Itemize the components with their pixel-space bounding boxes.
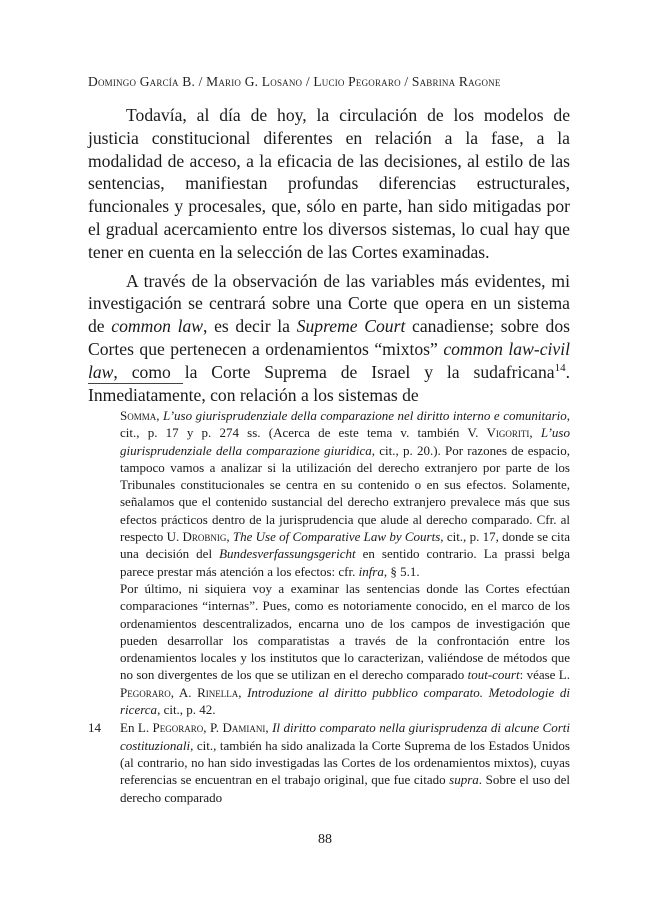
footnote-14 [88, 719, 571, 805]
text-run: Por último, ni siquiera voy a examinar las sentencias donde las Cortes efectúan comparaciones “internas”. Pues, como es notoriamente conocido, en el marco de los ordenamientos descentralizados, encarna uno de los campos de investigación que pueden desarrollar los comparatistas a través de la confrontación entre los ordenamientos locales y los institutos que lo caracterizan, valiéndose de métodos que no son divergentes de los que se utilizan en el derecho comparado [120, 580, 570, 683]
text-run: L’uso giurisprudenziale della comparazione nel diritto interno e comunitario [162, 408, 567, 423]
paragraph-2: A través de la observación de las variables más evidentes, mi investigación se centrará sobre una Corte que opera en un sistema de common law, es decir la Supreme Court canadiense; sobre dos Cortes que pertenecen a ordenamientos “mixtos” common law-civil law, como la Corte Suprema de Israel y la sudafricana$^{14}$. Inmediatamente, con relación a los sistemas de [88, 270, 570, 405]
text-run: , [529, 425, 541, 441]
text-run: Introduzione al diritto pubblico comparato. Metodologie di ricerca [120, 684, 570, 718]
footnote-14-text [120, 720, 570, 804]
text-run: , P. [203, 720, 223, 736]
footnote-reference-14[interactable]: 14 [554, 361, 566, 374]
text-run: supra [449, 772, 479, 788]
text-run: , cit., p. 42. [157, 702, 216, 718]
text-run: Bundesverfassungsgericht [219, 546, 356, 562]
text-run: The Use of Comparative Law by Courts [232, 529, 441, 545]
text-run: , [156, 408, 163, 423]
text-run: , A. [170, 684, 198, 700]
footnotes [88, 407, 571, 806]
text-run: , [226, 529, 233, 545]
text-run: , cit., p. 20.). Por razones de espacio, tampoco vamos a analizar si la utilización del derecho extranjero por parte de los Tribunales constitucionales se centra en su contenido o en sus efectos. Solamente, señalamos que el contenido sustancial del derecho extranjero prevalece más que sus efectos prácticos dentro de la jurisprudencia que alude al derecho comparado. Cfr. al respecto U. [120, 442, 570, 545]
footnote-separator [88, 383, 183, 384]
running-head: Domingo García B. / Mario G. Losano / Lucio Pegoraro / Sabrina Ragone [88, 74, 501, 89]
text-run: En L. [120, 720, 153, 736]
text-run: L’uso giurisprudenziale della comparazione giuridica [120, 425, 570, 458]
text-run: Pegoraro [152, 720, 204, 736]
text-run: Drobnig [182, 529, 227, 545]
text-run: infra [358, 563, 384, 579]
text-run: Pegoraro [120, 684, 171, 700]
text-run: , cit., también ha sido analizada la Corte Suprema de los Estados Unidos (al contrario, no han sido investigadas las Cortes de los ordenamientos mixtos), cuyas referencias se encuentran en el trabajo original, que fue citado [120, 737, 570, 788]
text-run: , [238, 684, 248, 700]
text-run: , cit., p. 17, donde se cita una decisión del [120, 529, 571, 562]
text-run: . Sobre el uso del derecho comparado [120, 772, 570, 805]
text-run: en sentido contrario. La prassi belga parece prestar más atención a los efectos: cfr. [120, 546, 570, 579]
text-run: Vigoriti [486, 425, 530, 441]
text-run: Il diritto comparato nella giurisprudenza di alcune Corti costituzionali [120, 720, 571, 753]
text-run: : véase L. [519, 667, 570, 683]
main-text [88, 104, 570, 406]
footnote-continuation-2 [120, 580, 570, 718]
text-run: , § 5.1. [383, 563, 420, 579]
text-run: tout-court [467, 667, 520, 683]
text-run: , cit., p. 17 y p. 274 ss. (Acerca de este tema v. también V. [120, 408, 570, 441]
footnote-continuation [120, 407, 570, 580]
text-run: , [265, 720, 273, 736]
page-number: 88 [318, 832, 332, 847]
text-run: Damiani [222, 720, 266, 736]
paragraph-1: Todavía, al día de hoy, la circulación de los modelos de justicia constitucional diferentes en relación a la fase, a la modalidad de acceso, a la eficacia de las decisiones, al estilo de las sentencias, manifiestan profundas diferencias estructurales, funcionales y procesales, que, sólo en parte, han sido mitigadas por el gradual acercamiento entre los diversos sistemas, lo cual hay que tener en cuenta en la selección de las Cortes examinadas. [88, 105, 570, 262]
text-run: Rinella [197, 684, 239, 700]
footnote-14-number: 14 [88, 720, 101, 736]
text-run: Somma [120, 408, 157, 423]
